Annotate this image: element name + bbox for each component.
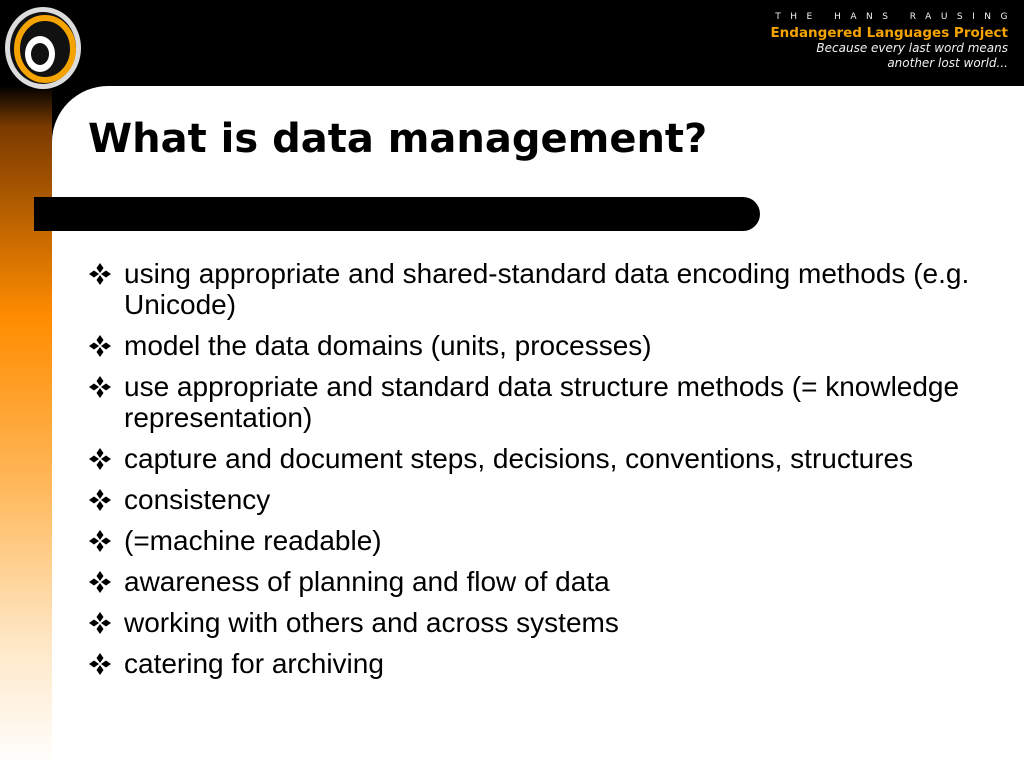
brand-tagline-1: Because every last word means: [816, 41, 1008, 55]
diamond-bullet-icon: [88, 607, 124, 635]
slide-title: What is data management?: [88, 116, 708, 162]
bullet-item: [88, 648, 998, 679]
diamond-bullet-icon: [88, 258, 124, 286]
bullet-item: [88, 525, 998, 556]
bullet-text: awareness of planning and flow of data: [124, 566, 610, 597]
diamond-bullet-icon: [88, 330, 124, 358]
brand-top-line: THE HANS RAUSING: [775, 12, 1017, 22]
diamond-bullet-icon: [88, 371, 124, 399]
elp-logo-icon: [2, 2, 84, 90]
bullet-text: (=machine readable): [124, 525, 382, 556]
diamond-bullet-icon: [88, 484, 124, 512]
bullet-text: working with others and across systems: [124, 607, 619, 638]
bullet-text: capture and document steps, decisions, conventions, structures: [124, 443, 914, 474]
diamond-bullet-icon: [88, 648, 124, 676]
diamond-bullet-icon: [88, 566, 124, 594]
bullet-item: [88, 371, 998, 433]
side-gradient-bar: [0, 86, 52, 768]
diamond-bullet-icon: [88, 525, 124, 553]
diamond-bullet-icon: [88, 443, 124, 471]
bullet-text: model the data domains (units, processes): [124, 330, 652, 361]
bullet-item: [88, 258, 998, 320]
bullet-item: [88, 607, 998, 638]
bullet-text: consistency: [124, 484, 271, 515]
bullet-item: [88, 443, 998, 474]
title-underline-bar: [34, 197, 760, 231]
bullet-text: using appropriate and shared-standard data encoding methods (e.g. Unicode): [124, 258, 970, 320]
brand-block: [770, 12, 1017, 71]
brand-name: Endangered Languages Project: [770, 25, 1008, 41]
bullet-list: [88, 258, 998, 689]
bullet-text: catering for archiving: [124, 648, 384, 679]
bullet-item: [88, 330, 998, 361]
bullet-text: use appropriate and standard data structure methods (= knowledge representation): [124, 371, 960, 433]
bullet-item: [88, 484, 998, 515]
brand-tagline-2: another lost world...: [887, 56, 1008, 70]
bullet-item: [88, 566, 998, 597]
